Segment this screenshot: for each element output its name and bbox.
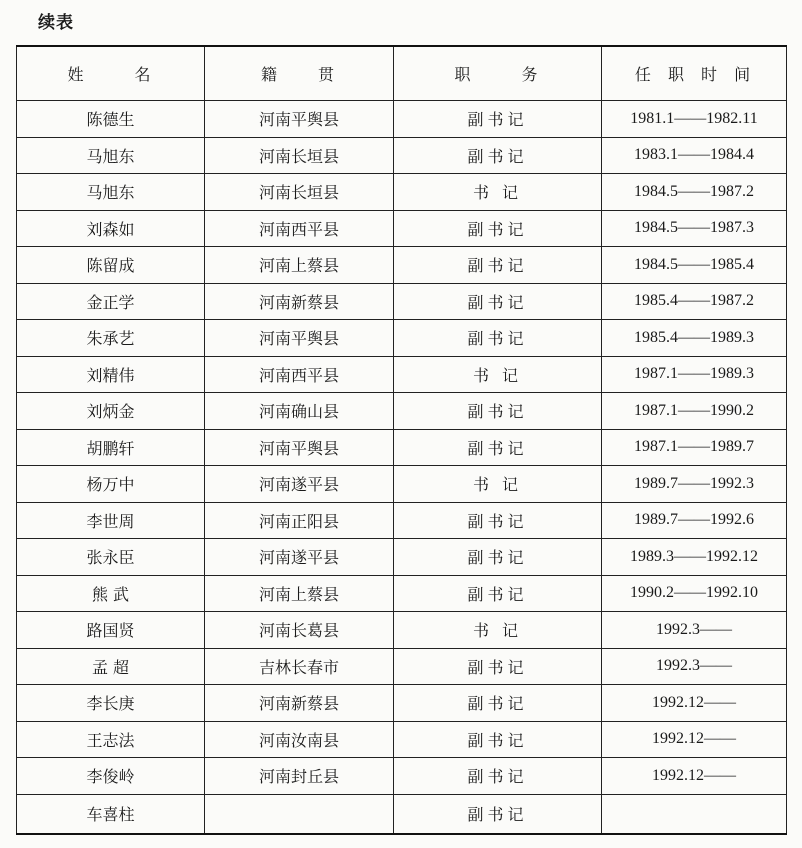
cell-term	[602, 794, 787, 834]
cell-name: 李世周	[17, 502, 205, 539]
cell-role: 副书记	[394, 575, 602, 612]
table-row	[17, 612, 787, 649]
cell-term: 1992.12——	[602, 721, 787, 758]
cell-name: 刘精伟	[17, 356, 205, 393]
table-row	[17, 320, 787, 357]
cell-role: 书 记	[394, 612, 602, 649]
cell-origin: 河南平舆县	[205, 320, 394, 357]
personnel-table	[16, 45, 787, 835]
table-row	[17, 648, 787, 685]
header-term: 任 职 时 间	[602, 46, 787, 101]
cell-name: 刘森如	[17, 210, 205, 247]
table-row	[17, 539, 787, 576]
cell-role: 副书记	[394, 283, 602, 320]
cell-term: 1989.7——1992.6	[602, 502, 787, 539]
header-row	[17, 46, 787, 101]
table-row	[17, 575, 787, 612]
cell-origin: 河南长垣县	[205, 137, 394, 174]
cell-role: 副书记	[394, 247, 602, 284]
cell-name: 李长庚	[17, 685, 205, 722]
cell-role: 书 记	[394, 174, 602, 211]
cell-term: 1990.2——1992.10	[602, 575, 787, 612]
cell-origin: 河南新蔡县	[205, 685, 394, 722]
cell-origin: 吉林长春市	[205, 648, 394, 685]
cell-origin: 河南平舆县	[205, 429, 394, 466]
cell-role: 副书记	[394, 794, 602, 834]
cell-origin: 河南上蔡县	[205, 247, 394, 284]
cell-role: 副书记	[394, 429, 602, 466]
table-body	[17, 101, 787, 834]
cell-origin	[205, 794, 394, 834]
cell-term: 1985.4——1989.3	[602, 320, 787, 357]
cell-term: 1984.5——1987.2	[602, 174, 787, 211]
cell-origin: 河南西平县	[205, 210, 394, 247]
cell-role: 副书记	[394, 685, 602, 722]
header-name: 姓 名	[17, 46, 205, 101]
cell-role: 副书记	[394, 721, 602, 758]
cell-role: 书 记	[394, 466, 602, 503]
table-row	[17, 429, 787, 466]
table-row	[17, 502, 787, 539]
table-caption: 续表	[38, 13, 74, 33]
cell-name: 马旭东	[17, 137, 205, 174]
cell-name: 陈留成	[17, 247, 205, 284]
cell-term: 1985.4——1987.2	[602, 283, 787, 320]
cell-origin: 河南长垣县	[205, 174, 394, 211]
cell-term: 1984.5——1985.4	[602, 247, 787, 284]
cell-role: 副书记	[394, 758, 602, 795]
cell-role: 副书记	[394, 320, 602, 357]
table-row	[17, 721, 787, 758]
cell-name: 金正学	[17, 283, 205, 320]
cell-origin: 河南长葛县	[205, 612, 394, 649]
cell-origin: 河南确山县	[205, 393, 394, 430]
table-row	[17, 283, 787, 320]
table-row	[17, 466, 787, 503]
cell-name: 李俊岭	[17, 758, 205, 795]
cell-role: 副书记	[394, 502, 602, 539]
cell-origin: 河南遂平县	[205, 466, 394, 503]
cell-term: 1987.1——1989.7	[602, 429, 787, 466]
cell-term: 1989.3——1992.12	[602, 539, 787, 576]
cell-origin: 河南封丘县	[205, 758, 394, 795]
cell-term: 1992.12——	[602, 685, 787, 722]
table-row	[17, 210, 787, 247]
cell-term: 1983.1——1984.4	[602, 137, 787, 174]
cell-name: 车喜柱	[17, 794, 205, 834]
cell-term: 1987.1——1990.2	[602, 393, 787, 430]
cell-role: 副书记	[394, 648, 602, 685]
cell-origin: 河南平舆县	[205, 101, 394, 138]
cell-role: 副书记	[394, 539, 602, 576]
header-origin: 籍 贯	[205, 46, 394, 101]
cell-name: 陈德生	[17, 101, 205, 138]
cell-origin: 河南上蔡县	[205, 575, 394, 612]
cell-name: 王志法	[17, 721, 205, 758]
cell-name: 胡鹏轩	[17, 429, 205, 466]
cell-name: 熊 武	[17, 575, 205, 612]
cell-term: 1984.5——1987.3	[602, 210, 787, 247]
cell-term: 1981.1——1982.11	[602, 101, 787, 138]
cell-name: 孟 超	[17, 648, 205, 685]
cell-name: 路国贤	[17, 612, 205, 649]
cell-role: 副书记	[394, 137, 602, 174]
table-row	[17, 247, 787, 284]
table-row	[17, 794, 787, 834]
cell-role: 副书记	[394, 210, 602, 247]
cell-term: 1992.3——	[602, 648, 787, 685]
table-row	[17, 356, 787, 393]
table-row	[17, 101, 787, 138]
cell-name: 张永臣	[17, 539, 205, 576]
cell-term: 1989.7——1992.3	[602, 466, 787, 503]
table-row	[17, 758, 787, 795]
cell-name: 马旭东	[17, 174, 205, 211]
cell-role: 书 记	[394, 356, 602, 393]
cell-term: 1992.12——	[602, 758, 787, 795]
cell-origin: 河南正阳县	[205, 502, 394, 539]
cell-name: 朱承艺	[17, 320, 205, 357]
cell-role: 副书记	[394, 101, 602, 138]
cell-name: 杨万中	[17, 466, 205, 503]
table-row	[17, 393, 787, 430]
table-row	[17, 174, 787, 211]
cell-term: 1987.1——1989.3	[602, 356, 787, 393]
header-role: 职 务	[394, 46, 602, 101]
cell-name: 刘炳金	[17, 393, 205, 430]
cell-origin: 河南汝南县	[205, 721, 394, 758]
cell-origin: 河南西平县	[205, 356, 394, 393]
cell-origin: 河南新蔡县	[205, 283, 394, 320]
table-row	[17, 137, 787, 174]
cell-term: 1992.3——	[602, 612, 787, 649]
cell-role: 副书记	[394, 393, 602, 430]
cell-origin: 河南遂平县	[205, 539, 394, 576]
table-row	[17, 685, 787, 722]
